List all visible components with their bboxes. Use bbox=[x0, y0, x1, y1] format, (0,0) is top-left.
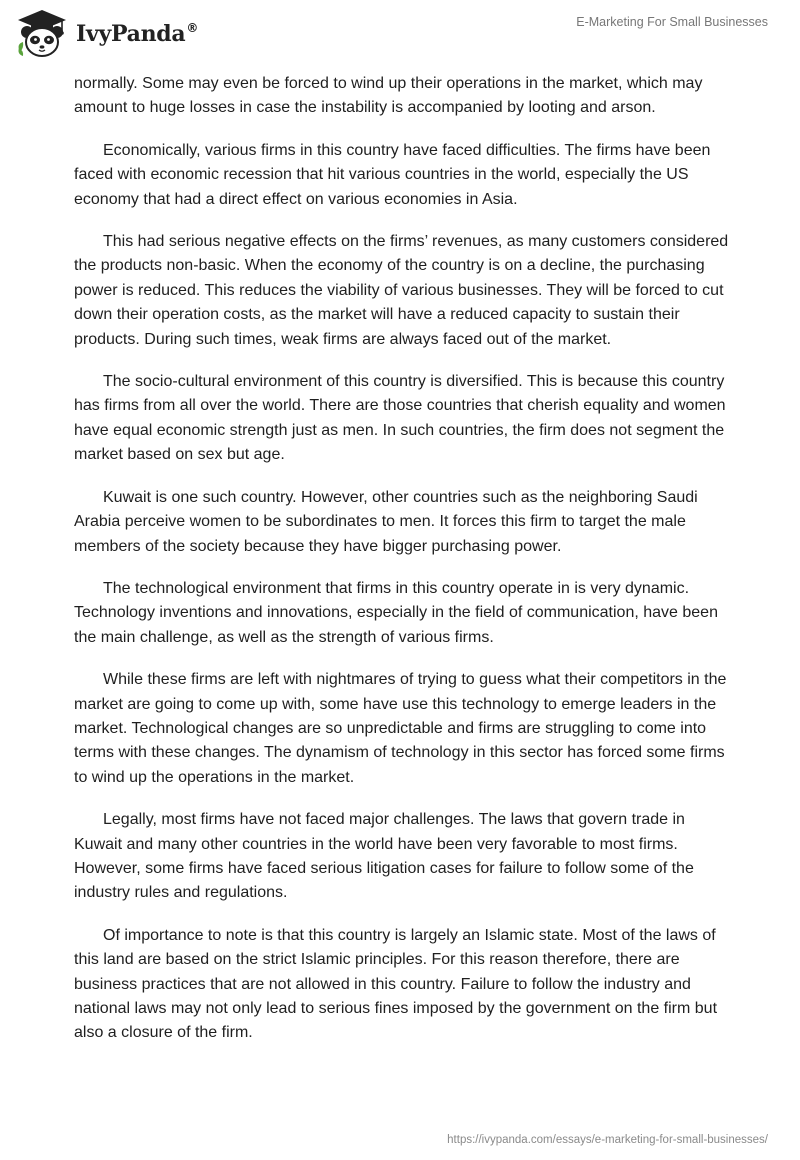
essay-body bbox=[74, 72, 734, 1064]
registered-mark: ® bbox=[186, 21, 199, 35]
paragraph: Of importance to note is that this country is largely an Islamic state. Most of the laws of this land are based on the strict Islamic principles. For this reason therefore, there are business practices that are not allowed in this country. Failure to follow the industry and national laws may not only lead to serious fines imposed by the government on the firm but also a closure of the firm. bbox=[74, 926, 718, 1042]
paragraph: Economically, various firms in this country have faced difficulties. The firms have been faced with economic recession that hit various countries in the world, especially the US economy that had a direct effect on various economies in Asia. bbox=[74, 141, 711, 208]
source-url-link[interactable]: https://ivypanda.com/essays/e-marketing-for-small-businesses/ bbox=[447, 1134, 768, 1146]
paragraph: While these firms are left with nightmares of trying to guess what their competitors in the market are going to come up with, some have use this technology to emerge leaders in the market. Technological changes are so unpredictable and firms are struggling to come into terms with these changes. The dynamism of technology in this sector has forced some firms to wind up the operations in the market. bbox=[74, 671, 727, 786]
panda-graduate-icon bbox=[14, 8, 70, 60]
paragraph: The socio-cultural environment of this country is diversified. This is because this country has firms from all over the world. There are those countries that cherish equality and women have equal economic strength just as men. In such countries, the firm does not segment the market based on sex but age. bbox=[74, 373, 726, 464]
page-header bbox=[0, 0, 800, 70]
document-title: E-Marketing For Small Businesses bbox=[576, 15, 768, 29]
ivypanda-logo[interactable] bbox=[14, 8, 198, 60]
logo-text: IvyPanda® bbox=[76, 21, 199, 47]
paragraph: The technological environment that firms in this country operate in is very dynamic. Technology inventions and innovations, especially in the field of communication, have been the main challenge, as well as the strength of various firms. bbox=[74, 579, 718, 646]
paragraph: This had serious negative effects on the firms’ revenues, as many customers considered the products non-basic. When the economy of the country is on a decline, the purchasing power is reduced. This reduces the viability of various businesses. They will be forced to cut down their operation costs, as the market will have a reduced capacity to sustain their products. During such times, weak firms are always faced out of the market. bbox=[74, 233, 729, 348]
paragraph: Kuwait is one such country. However, other countries such as the neighboring Saudi Arabia perceive women to be subordinates to men. It forces this firm to target the male members of the society because they have bigger purchasing power. bbox=[74, 488, 698, 555]
paragraph: Legally, most firms have not faced major challenges. The laws that govern trade in Kuwait and many other countries in the world have been very favorable to most firms. However, some firms have faced serious litigation cases for failure to follow some of the industry rules and regulations. bbox=[74, 811, 694, 902]
paragraph: normally. Some may even be forced to wind up their operations in the market, which may amount to huge losses in case the instability is accompanied by looting and arson. bbox=[74, 75, 703, 117]
